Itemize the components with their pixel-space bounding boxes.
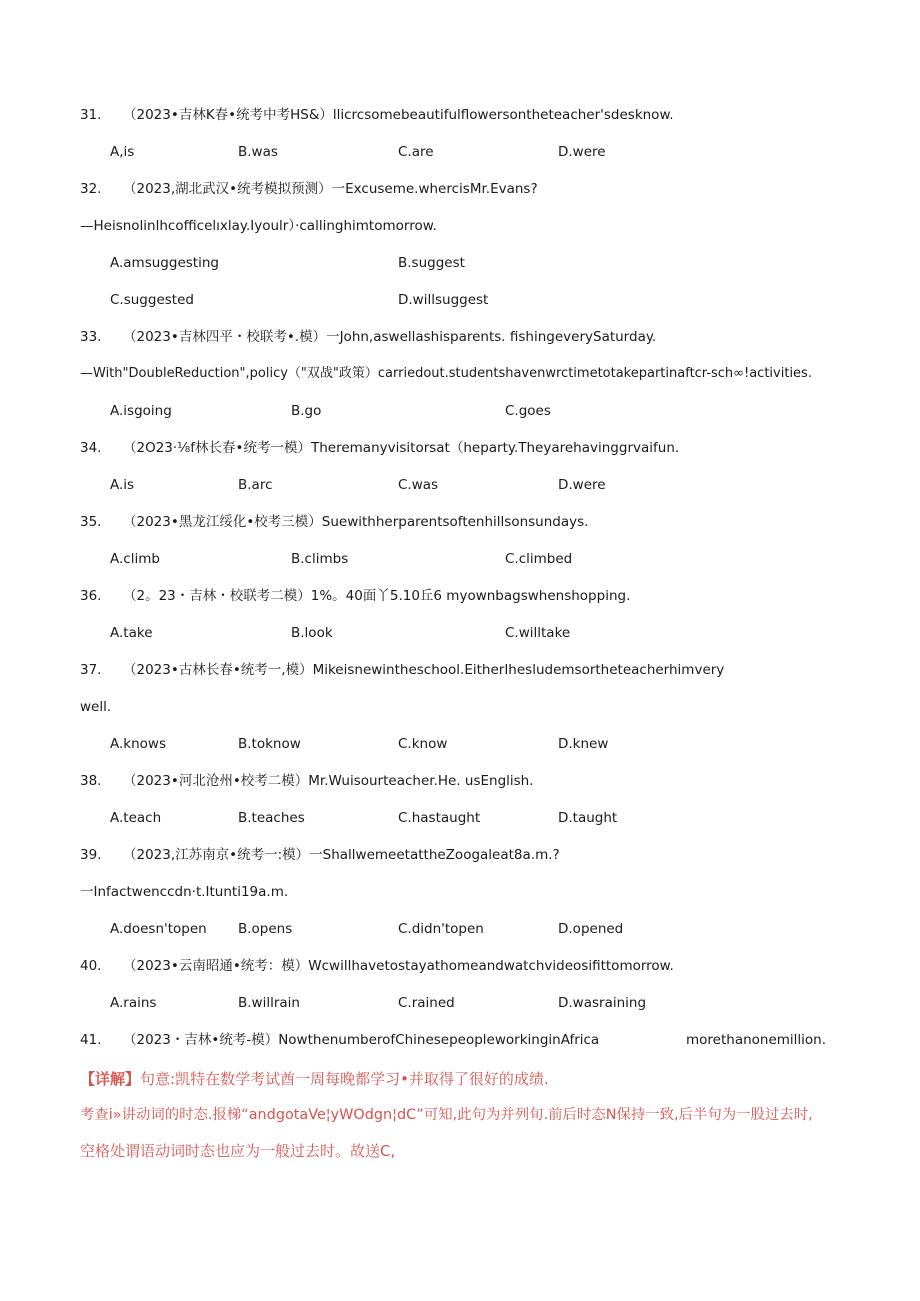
option-d: D.willsuggest [398,292,489,308]
option-d: D.opened [558,921,624,937]
option-a: A.rains [110,995,157,1011]
option-a: A.isgoing [110,403,172,419]
option-b: B.teaches [238,810,305,826]
answer-analysis: 考查i»讲动词的时态.报梯“andgotaVe¦yWOdgn¦dC”可知,此句为并列旬.前后时态N保持一致,后半句为一股过去时, [80,1107,813,1123]
option-b: B.climbs [291,551,349,567]
question-stem: （2。23・吉林・校联考二模）1%。40面丫5.10丘6 myownbagswhenshopping. [123,588,631,604]
question-number: 40. [80,958,102,974]
option-d: D.wasraining [558,995,647,1011]
option-a: A.knows [110,736,166,752]
question-number: 32. [80,181,102,197]
question-number: 37. [80,662,102,678]
question-number: 33. [80,329,102,345]
option-b: B.go [291,403,322,419]
option-a: A.climb [110,551,160,567]
question-stem-continued: —With"DoubleReduction",policy（"双战"政策）carriedout.studentshavenwrctimetotakepartinaftcr-sch∞!activities. [80,366,812,381]
option-c: C.know [398,736,448,752]
option-c: C.goes [505,403,551,419]
answer-translation: 句意:凯特在数学考试酋一周每晚都学习•并取得了很好的成绩. [140,1070,549,1088]
option-b: B.was [238,144,278,160]
option-d: D.knew [558,736,609,752]
question-number: 38. [80,773,102,789]
option-b: B.suggest [398,255,465,271]
question-stem: （2023•古林长春•统考一,模）Mikeisnewintheschool.EitherIhesludemsortheteacherhimvery [123,662,725,678]
question-stem: （2023•吉林K春•统考中考HS&）llicrcsomebeautifulflowersontheteacher'sdesknow. [123,107,674,123]
option-b: B.toknow [238,736,301,752]
question-stem-tail: morethanonemillion. [686,1032,827,1048]
option-d: D.were [558,477,606,493]
answer-explanation [80,1068,549,1090]
question-number: 41. [80,1032,102,1048]
question-number: 36. [80,588,102,604]
question-stem-continued: —Heisnolinlhcofficelıxlay.Iyoulr）·callinghimtomorrow. [80,218,437,234]
option-c: C.climbed [505,551,573,567]
question-number: 39. [80,847,102,863]
question-stem: （2023•黑龙江绥化•校考三模）Suewithherparentsoftenhillsonsundays. [123,514,589,530]
option-b: B.look [291,625,333,641]
option-d: D.were [558,144,606,160]
option-b: B.arc [238,477,273,493]
question-stem-continued: 一Infactwenccdn·t.Itunti19a.m. [80,884,289,900]
option-d: D.taught [558,810,618,826]
question-number: 34. [80,440,102,456]
option-c: C.willtake [505,625,571,641]
question-stem: （2023,湖北武汉•统考模拟预测）一Excuseme.whercisMr.Evans? [123,181,538,197]
option-b: B.willrain [238,995,300,1011]
option-b: B.opens [238,921,293,937]
option-c: C.didn'topen [398,921,484,937]
option-a: A.doesn'topen [110,921,207,937]
option-a: A.is [110,477,135,493]
option-c: C.are [398,144,434,160]
option-c: C.suggested [110,292,194,308]
question-number: 31. [80,107,102,123]
option-c: C.rained [398,995,455,1011]
question-stem: （2023・吉林•统考-模）NowthenumberofChinesepeopleworkinginAfrica [123,1032,600,1048]
option-c: C.hastaught [398,810,481,826]
question-stem: （2023•云南昭通•统考：模）Wcwillhavetostayathomeandwatchvideosifittomorrow. [123,958,674,974]
option-a: A.take [110,625,153,641]
question-stem: （2O23·⅛f林长春•统考一模）Theremanyvisitorsat（heparty.Theyarehavinggrvaifun. [123,440,680,456]
question-stem: （2023,江苏南京•统考一:模）一ShallwemeetattheZoogaleat8a.m.? [123,847,560,863]
answer-label: 【详解】 [80,1070,141,1088]
question-stem: （2023•河北沧州•校考二模）Mr.Wuisourteacher.He. usEnglish. [123,773,534,789]
question-number: 35. [80,514,102,530]
question-stem-continued: well. [80,699,112,715]
option-a: A,is [110,144,135,160]
question-stem: （2023•吉林四平・校联考•.模）一John,aswellashisparents. fishingeverySaturday. [123,329,657,345]
option-a: A.teach [110,810,162,826]
option-c: C.was [398,477,439,493]
option-a: A.amsuggesting [110,255,219,271]
answer-conclusion: 空格处谓语动词时态也应为一般过去时。故送C, [80,1142,396,1160]
